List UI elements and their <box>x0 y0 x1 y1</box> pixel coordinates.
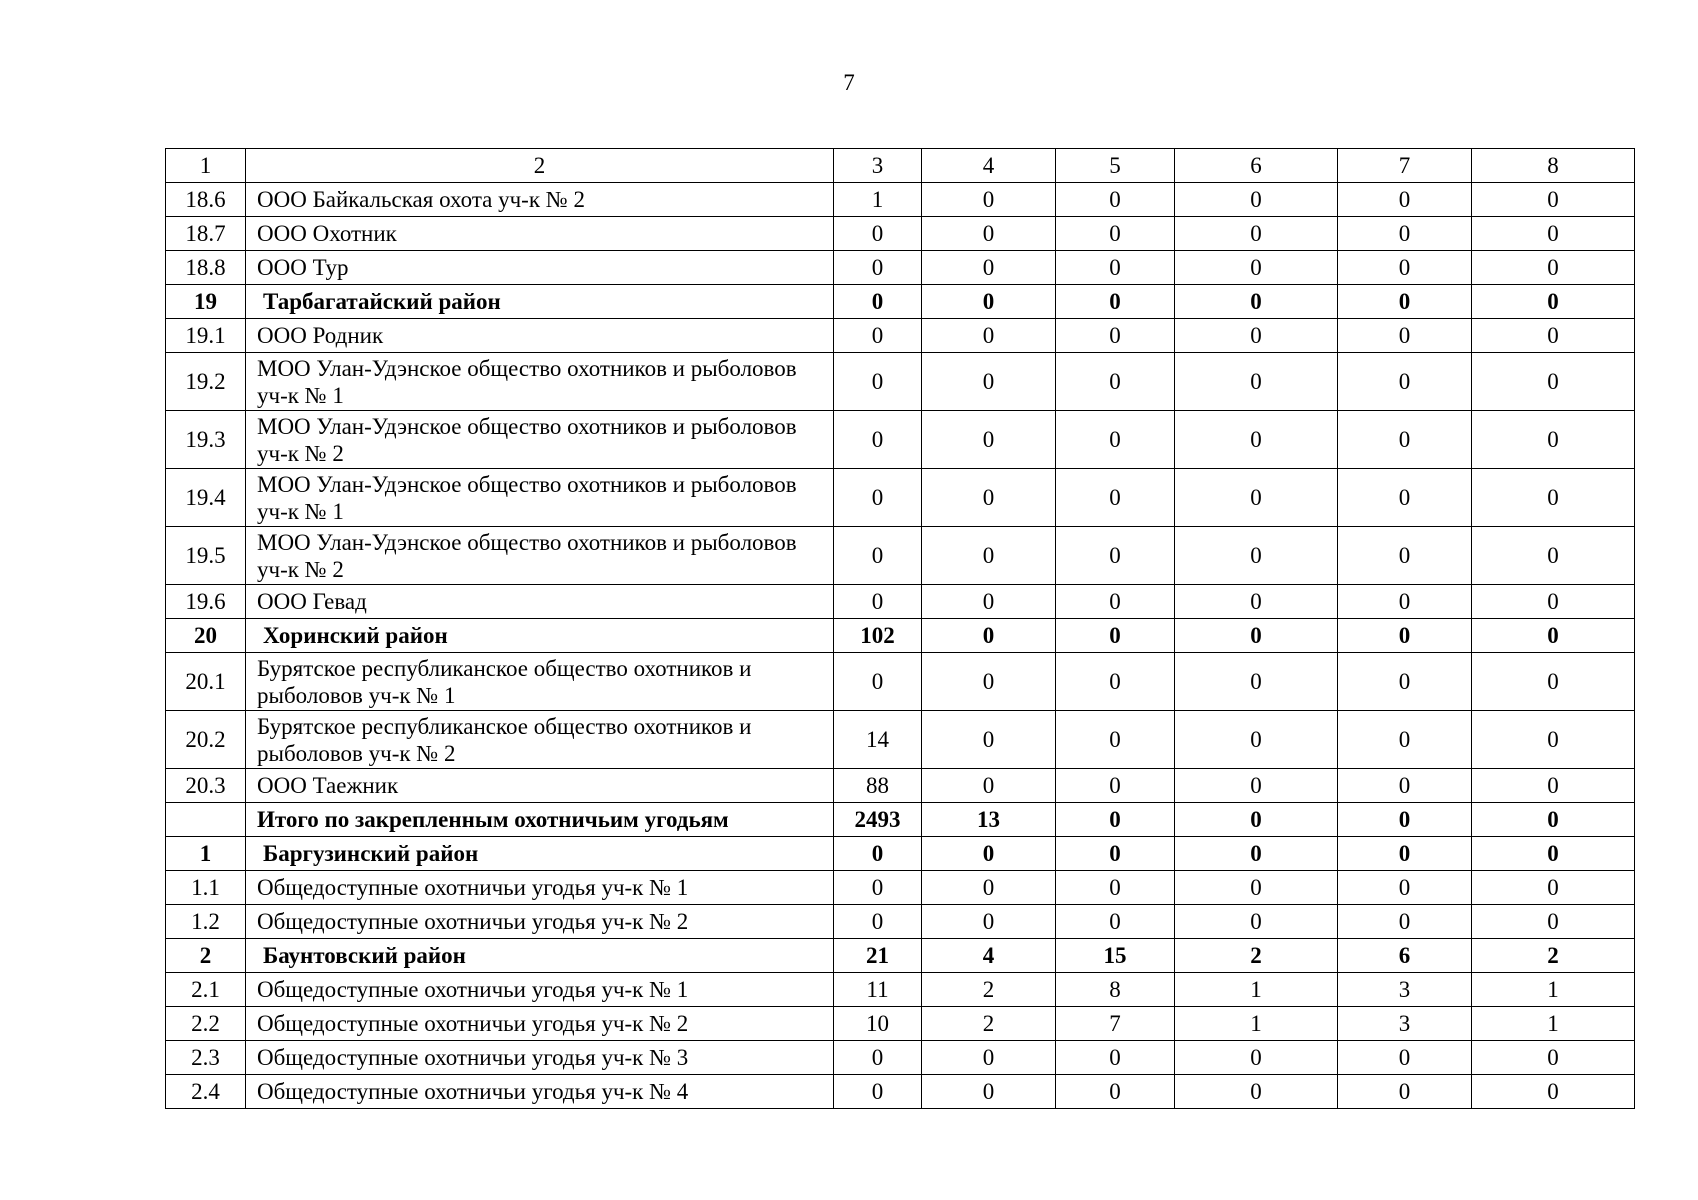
header-cell-4: 4 <box>922 149 1056 183</box>
value-cell-col-6: 0 <box>1175 585 1338 619</box>
value-cell-col-5: 0 <box>1056 527 1175 585</box>
value-cell-col-6: 0 <box>1175 1041 1338 1075</box>
value-cell-col-6: 0 <box>1175 711 1338 769</box>
value-cell-col-6: 0 <box>1175 527 1338 585</box>
value-cell-col-3: 14 <box>834 711 922 769</box>
value-cell-col-3: 11 <box>834 973 922 1007</box>
value-cell-col-3: 0 <box>834 905 922 939</box>
row-name-cell: Общедоступные охотничьи угодья уч-к № 2 <box>246 1007 834 1041</box>
value-cell-col-4: 0 <box>922 1041 1056 1075</box>
value-cell-col-3: 1 <box>834 183 922 217</box>
value-cell-col-8: 0 <box>1472 527 1635 585</box>
value-cell-col-6: 0 <box>1175 653 1338 711</box>
row-name-cell: Общедоступные охотничьи угодья уч-к № 4 <box>246 1075 834 1109</box>
table-row <box>166 1007 1635 1041</box>
value-cell-col-5: 0 <box>1056 319 1175 353</box>
value-cell-col-3: 0 <box>834 319 922 353</box>
row-number-cell: 1 <box>166 837 246 871</box>
table-row <box>166 973 1635 1007</box>
table-row <box>166 653 1635 711</box>
page-number: 7 <box>843 70 855 95</box>
row-number-cell: 19.1 <box>166 319 246 353</box>
row-number-cell: 19.5 <box>166 527 246 585</box>
table-body <box>166 149 1635 1109</box>
value-cell-col-4: 2 <box>922 1007 1056 1041</box>
value-cell-col-5: 0 <box>1056 711 1175 769</box>
row-number-cell: 18.8 <box>166 251 246 285</box>
table-row <box>166 905 1635 939</box>
row-number-cell: 18.7 <box>166 217 246 251</box>
row-number-cell: 20.3 <box>166 769 246 803</box>
row-number-cell: 20 <box>166 619 246 653</box>
value-cell-col-5: 8 <box>1056 973 1175 1007</box>
value-cell-col-7: 3 <box>1338 1007 1472 1041</box>
value-cell-col-7: 0 <box>1338 469 1472 527</box>
value-cell-col-3: 10 <box>834 1007 922 1041</box>
value-cell-col-7: 0 <box>1338 183 1472 217</box>
value-cell-col-8: 1 <box>1472 1007 1635 1041</box>
value-cell-col-4: 0 <box>922 905 1056 939</box>
table-row <box>166 711 1635 769</box>
value-cell-col-8: 0 <box>1472 469 1635 527</box>
table-section-row <box>166 939 1635 973</box>
row-name-cell: МОО Улан-Удэнское общество охотников и рыболовов уч-к № 1 <box>246 469 834 527</box>
table-header-row <box>166 149 1635 183</box>
value-cell-col-3: 0 <box>834 353 922 411</box>
value-cell-col-4: 0 <box>922 353 1056 411</box>
value-cell-col-5: 0 <box>1056 619 1175 653</box>
value-cell-col-4: 0 <box>922 653 1056 711</box>
header-cell-8: 8 <box>1472 149 1635 183</box>
value-cell-col-7: 0 <box>1338 411 1472 469</box>
value-cell-col-7: 3 <box>1338 973 1472 1007</box>
value-cell-col-8: 0 <box>1472 319 1635 353</box>
value-cell-col-3: 0 <box>834 653 922 711</box>
table-row <box>166 319 1635 353</box>
value-cell-col-7: 0 <box>1338 711 1472 769</box>
row-number-cell: 1.1 <box>166 871 246 905</box>
header-cell-5: 5 <box>1056 149 1175 183</box>
value-cell-col-3: 0 <box>834 217 922 251</box>
row-name-cell: Баргузинский район <box>246 837 834 871</box>
row-name-cell: ООО Гевад <box>246 585 834 619</box>
table-row <box>166 1075 1635 1109</box>
value-cell-col-5: 0 <box>1056 411 1175 469</box>
value-cell-col-7: 0 <box>1338 217 1472 251</box>
value-cell-col-3: 21 <box>834 939 922 973</box>
value-cell-col-5: 15 <box>1056 939 1175 973</box>
row-name-cell: МОО Улан-Удэнское общество охотников и рыболовов уч-к № 2 <box>246 411 834 469</box>
row-number-cell: 2.3 <box>166 1041 246 1075</box>
row-number-cell: 2.4 <box>166 1075 246 1109</box>
value-cell-col-4: 0 <box>922 251 1056 285</box>
value-cell-col-6: 0 <box>1175 319 1338 353</box>
value-cell-col-7: 0 <box>1338 653 1472 711</box>
row-number-cell: 1.2 <box>166 905 246 939</box>
row-name-cell: ООО Тур <box>246 251 834 285</box>
value-cell-col-6: 2 <box>1175 939 1338 973</box>
value-cell-col-6: 0 <box>1175 183 1338 217</box>
value-cell-col-6: 0 <box>1175 837 1338 871</box>
value-cell-col-4: 0 <box>922 1075 1056 1109</box>
value-cell-col-7: 0 <box>1338 769 1472 803</box>
value-cell-col-3: 0 <box>834 1075 922 1109</box>
value-cell-col-4: 2 <box>922 973 1056 1007</box>
value-cell-col-5: 0 <box>1056 353 1175 411</box>
value-cell-col-4: 0 <box>922 217 1056 251</box>
value-cell-col-4: 0 <box>922 711 1056 769</box>
value-cell-col-8: 0 <box>1472 769 1635 803</box>
value-cell-col-3: 0 <box>834 285 922 319</box>
hunting-grounds-table <box>165 148 1635 1109</box>
value-cell-col-7: 0 <box>1338 905 1472 939</box>
value-cell-col-8: 0 <box>1472 619 1635 653</box>
row-name-cell: Бурятское республиканское общество охотников и рыболовов уч-к № 1 <box>246 653 834 711</box>
value-cell-col-6: 0 <box>1175 285 1338 319</box>
row-name-cell: ООО Таежник <box>246 769 834 803</box>
value-cell-col-7: 0 <box>1338 803 1472 837</box>
header-cell-3: 3 <box>834 149 922 183</box>
value-cell-col-8: 1 <box>1472 973 1635 1007</box>
value-cell-col-5: 0 <box>1056 217 1175 251</box>
row-name-cell: Общедоступные охотничьи угодья уч-к № 2 <box>246 905 834 939</box>
value-cell-col-8: 0 <box>1472 251 1635 285</box>
row-number-cell: 20.2 <box>166 711 246 769</box>
row-number-cell: 19.3 <box>166 411 246 469</box>
row-number-cell: 2.2 <box>166 1007 246 1041</box>
value-cell-col-7: 0 <box>1338 319 1472 353</box>
table-row <box>166 1041 1635 1075</box>
table-row <box>166 527 1635 585</box>
value-cell-col-5: 0 <box>1056 837 1175 871</box>
value-cell-col-6: 0 <box>1175 411 1338 469</box>
value-cell-col-5: 0 <box>1056 251 1175 285</box>
value-cell-col-6: 0 <box>1175 353 1338 411</box>
value-cell-col-6: 0 <box>1175 769 1338 803</box>
value-cell-col-7: 0 <box>1338 585 1472 619</box>
value-cell-col-4: 0 <box>922 469 1056 527</box>
value-cell-col-8: 0 <box>1472 411 1635 469</box>
value-cell-col-8: 0 <box>1472 803 1635 837</box>
value-cell-col-5: 0 <box>1056 183 1175 217</box>
value-cell-col-6: 0 <box>1175 803 1338 837</box>
row-name-cell: Бурятское республиканское общество охотников и рыболовов уч-к № 2 <box>246 711 834 769</box>
value-cell-col-7: 0 <box>1338 251 1472 285</box>
value-cell-col-7: 6 <box>1338 939 1472 973</box>
value-cell-col-5: 0 <box>1056 653 1175 711</box>
table-section-row <box>166 619 1635 653</box>
value-cell-col-4: 0 <box>922 769 1056 803</box>
header-cell-2: 2 <box>246 149 834 183</box>
value-cell-col-8: 0 <box>1472 837 1635 871</box>
value-cell-col-4: 0 <box>922 527 1056 585</box>
value-cell-col-6: 0 <box>1175 217 1338 251</box>
row-name-cell: Общедоступные охотничьи угодья уч-к № 1 <box>246 871 834 905</box>
value-cell-col-6: 1 <box>1175 1007 1338 1041</box>
row-number-cell: 19 <box>166 285 246 319</box>
value-cell-col-7: 0 <box>1338 837 1472 871</box>
value-cell-col-8: 0 <box>1472 217 1635 251</box>
value-cell-col-8: 0 <box>1472 871 1635 905</box>
table-row <box>166 411 1635 469</box>
row-name-cell: Тарбагатайский район <box>246 285 834 319</box>
table-section-row <box>166 837 1635 871</box>
row-number-cell: 18.6 <box>166 183 246 217</box>
value-cell-col-3: 0 <box>834 837 922 871</box>
value-cell-col-5: 0 <box>1056 585 1175 619</box>
value-cell-col-3: 0 <box>834 527 922 585</box>
value-cell-col-4: 0 <box>922 837 1056 871</box>
value-cell-col-6: 0 <box>1175 469 1338 527</box>
value-cell-col-5: 7 <box>1056 1007 1175 1041</box>
value-cell-col-7: 0 <box>1338 871 1472 905</box>
table-row <box>166 871 1635 905</box>
value-cell-col-5: 0 <box>1056 769 1175 803</box>
value-cell-col-4: 0 <box>922 585 1056 619</box>
row-number-cell: 19.4 <box>166 469 246 527</box>
value-cell-col-8: 0 <box>1472 711 1635 769</box>
table-section-row <box>166 285 1635 319</box>
value-cell-col-4: 0 <box>922 285 1056 319</box>
table-row <box>166 183 1635 217</box>
row-number-cell <box>166 803 246 837</box>
value-cell-col-8: 0 <box>1472 653 1635 711</box>
value-cell-col-7: 0 <box>1338 1075 1472 1109</box>
row-name-cell: МОО Улан-Удэнское общество охотников и рыболовов уч-к № 2 <box>246 527 834 585</box>
row-name-cell: ООО Байкальская охота уч-к № 2 <box>246 183 834 217</box>
row-number-cell: 2.1 <box>166 973 246 1007</box>
row-number-cell: 19.2 <box>166 353 246 411</box>
row-name-cell: Общедоступные охотничьи угодья уч-к № 1 <box>246 973 834 1007</box>
value-cell-col-8: 0 <box>1472 1075 1635 1109</box>
row-number-cell: 2 <box>166 939 246 973</box>
value-cell-col-5: 0 <box>1056 1075 1175 1109</box>
row-name-cell: ООО Охотник <box>246 217 834 251</box>
value-cell-col-8: 0 <box>1472 585 1635 619</box>
value-cell-col-6: 0 <box>1175 619 1338 653</box>
value-cell-col-3: 0 <box>834 411 922 469</box>
value-cell-col-6: 0 <box>1175 251 1338 285</box>
value-cell-col-4: 0 <box>922 319 1056 353</box>
value-cell-col-4: 13 <box>922 803 1056 837</box>
value-cell-col-6: 0 <box>1175 1075 1338 1109</box>
value-cell-col-4: 4 <box>922 939 1056 973</box>
value-cell-col-4: 0 <box>922 871 1056 905</box>
value-cell-col-7: 0 <box>1338 619 1472 653</box>
value-cell-col-8: 0 <box>1472 183 1635 217</box>
row-name-cell: Баунтовский район <box>246 939 834 973</box>
row-number-cell: 20.1 <box>166 653 246 711</box>
value-cell-col-3: 0 <box>834 251 922 285</box>
value-cell-col-5: 0 <box>1056 905 1175 939</box>
value-cell-col-3: 2493 <box>834 803 922 837</box>
value-cell-col-7: 0 <box>1338 285 1472 319</box>
row-number-cell: 19.6 <box>166 585 246 619</box>
value-cell-col-5: 0 <box>1056 1041 1175 1075</box>
row-name-cell: МОО Улан-Удэнское общество охотников и рыболовов уч-к № 1 <box>246 353 834 411</box>
value-cell-col-6: 0 <box>1175 905 1338 939</box>
value-cell-col-4: 0 <box>922 183 1056 217</box>
row-name-cell: ООО Родник <box>246 319 834 353</box>
table-row <box>166 353 1635 411</box>
value-cell-col-3: 0 <box>834 469 922 527</box>
value-cell-col-3: 88 <box>834 769 922 803</box>
value-cell-col-3: 0 <box>834 1041 922 1075</box>
value-cell-col-8: 0 <box>1472 905 1635 939</box>
value-cell-col-3: 0 <box>834 585 922 619</box>
table-row <box>166 585 1635 619</box>
value-cell-col-5: 0 <box>1056 285 1175 319</box>
row-name-cell: Хоринский район <box>246 619 834 653</box>
row-name-cell: Итого по закрепленным охотничьим угодьям <box>246 803 834 837</box>
value-cell-col-7: 0 <box>1338 527 1472 585</box>
value-cell-col-6: 0 <box>1175 871 1338 905</box>
value-cell-col-3: 0 <box>834 871 922 905</box>
value-cell-col-3: 102 <box>834 619 922 653</box>
value-cell-col-4: 0 <box>922 619 1056 653</box>
value-cell-col-5: 0 <box>1056 803 1175 837</box>
value-cell-col-6: 1 <box>1175 973 1338 1007</box>
table-section-row <box>166 803 1635 837</box>
table-row <box>166 469 1635 527</box>
value-cell-col-8: 0 <box>1472 1041 1635 1075</box>
value-cell-col-8: 0 <box>1472 353 1635 411</box>
table-row <box>166 251 1635 285</box>
header-cell-1: 1 <box>166 149 246 183</box>
value-cell-col-8: 2 <box>1472 939 1635 973</box>
row-name-cell: Общедоступные охотничьи угодья уч-к № 3 <box>246 1041 834 1075</box>
value-cell-col-4: 0 <box>922 411 1056 469</box>
value-cell-col-5: 0 <box>1056 871 1175 905</box>
value-cell-col-5: 0 <box>1056 469 1175 527</box>
header-cell-7: 7 <box>1338 149 1472 183</box>
value-cell-col-7: 0 <box>1338 1041 1472 1075</box>
table-row <box>166 769 1635 803</box>
value-cell-col-8: 0 <box>1472 285 1635 319</box>
header-cell-6: 6 <box>1175 149 1338 183</box>
value-cell-col-7: 0 <box>1338 353 1472 411</box>
table-row <box>166 217 1635 251</box>
